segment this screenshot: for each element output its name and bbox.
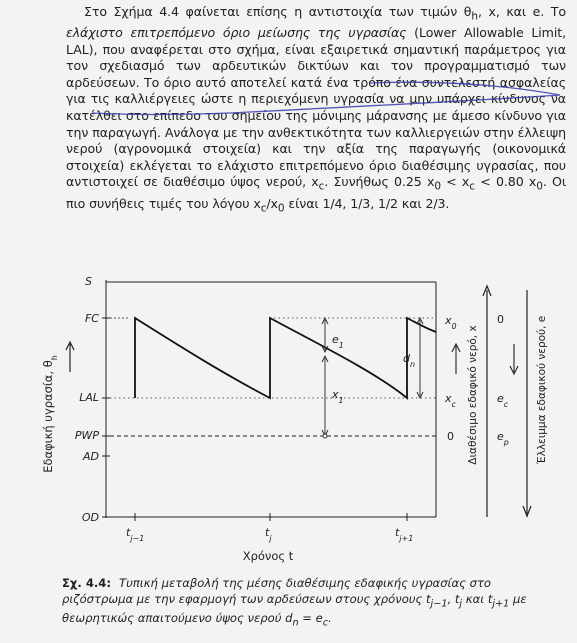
tick-tj-1: $t_{j-1}$ [126, 526, 145, 543]
deficit-ep-label: $e_p$ [497, 430, 509, 447]
level-lal-label: LAL [79, 391, 99, 404]
right-x0-label: $x_0$ [445, 314, 457, 331]
italic-term: ελάχιστο επιτρεπόμενο όριο μείωσης της υγρασίας [66, 25, 407, 41]
x1-label: $x_1$ [332, 388, 344, 405]
x-axis-title: Χρόνος t [242, 549, 294, 563]
moisture-curve [135, 318, 436, 398]
level-fc-label: FC [84, 312, 99, 325]
y-axis-title: Εδαφική υγρασία, $\theta_h$ [41, 355, 59, 473]
tick-tj+1: $t_{j+1}$ [395, 526, 414, 543]
level-od-label: OD [81, 511, 99, 524]
level-pwp-label: PWP [74, 429, 99, 442]
right-zero-label: 0 [447, 430, 454, 443]
level-s-label: S [85, 275, 92, 288]
body-paragraph: Στο Σχήμα 4.4 φαίνεται επίσης η αντιστοιχία των τιμών $\theta_h$, x, και e. Το ελάχιστο επιτρεπόμενο όριο μείωσης της υγρασίας (Lower Allowable Limit, LAL), που αναφέρεται στο σχήμα, είναι εξαιρετικά σημαντική παράμετρος για τον σχεδιασμό των αρδευτικών δικτύων και τον προγραμματισμό των αρδεύσεων. Το όριο αυτό αποτελεί κατά ένα τρόπο ένα συντελεστή ασφαλείας για τις καλλιέργειες ώστε η περιεχόμενη υγρασία να μην υπάρχει κίνδυνος να κατέλθει στο επίπεδο του σημείου της μόνιμης μάρανσης με άμεσο κίνδυνο για την παραγωγή. Ανάλογα με την ανθεκτικότητα των καλλιεργειών στην έλλειψη νερού (αγρονομικά στοιχεία) και την αξία της παραγωγής (οικονομικά στοιχεία) εκλέγεται το ελάχιστο επιτρεπόμενο όριο διαθέσιμης υγρασίας, που αντιστοιχεί σε διαθέσιμο ύψος νερού, $x_c$. Συνήθως 0.25 $x_0 < x_c < 0.80$ $x_0$. Οι πιο συνήθεις τιμές του λόγου $x_c/x_0$ είναι 1/4, 1/3, 1/2 και 2/3. [66, 4, 567, 215]
deficit-zero-label: 0 [497, 313, 504, 326]
dn-label: $d_n$ [403, 352, 416, 369]
figure-caption: Σχ. 4.4: Τυπική μεταβολή της μέσης διαθέσιμης εδαφικής υγρασίας στο ριζόστρωμα με την εφαρμογή των αρδεύσεων στους χρόνους $t_{j-1}$, $t_j$ και $t_{j+1}$ με θεωρητικώς απαιτούμενο ύψος νερού $d_n = e_c$. [62, 576, 527, 629]
e1-label: $e_1$ [332, 333, 344, 350]
caption-label: Σχ. 4.4: [62, 576, 112, 590]
tick-tj: $t_j$ [265, 526, 272, 543]
available-water-title: Διαθέσιμο εδαφικό νερό, x [467, 325, 479, 465]
right-xc-label: $x_c$ [445, 392, 456, 409]
deficit-ec-label: $e_c$ [497, 392, 509, 409]
level-ad-label: AD [83, 450, 99, 463]
water-deficit-title: Έλλειμμα εδαφικού νερού, e [536, 315, 548, 465]
